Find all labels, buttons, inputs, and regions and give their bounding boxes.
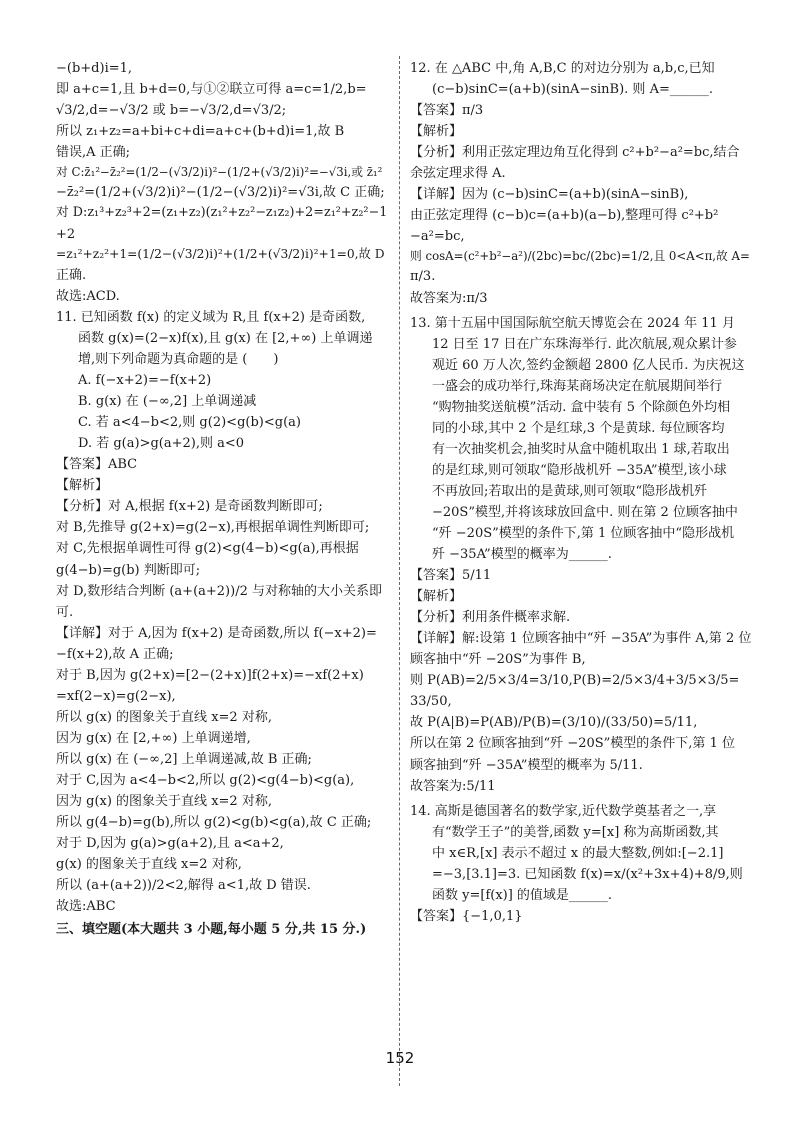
text-line: 【详解】解:设第 1 位顾客抽中“歼 −35A”为事件 A,第 2 位 (410, 631, 752, 647)
answer-label: 【答案】5/11 (410, 568, 492, 584)
text-line: 故选:ABC (56, 899, 116, 915)
text-line: √3/2,d=−√3/2 或 b=−√3/2,d=√3/2; (56, 103, 287, 119)
question-13-stem: 歼 −35A”模型的概率为______. (432, 547, 612, 563)
question-14-stem: =−3,[3.1]=3. 已知函数 f(x)=x/(x²+3x+4)+8/9,则 (432, 866, 743, 882)
text-line: 所以 z₁+z₂=a+bi+c+di=a+c+(b+d)i=1,故 B (56, 124, 345, 140)
question-12-stem: (c−b)sinC=(a+b)(sinA−sinB). 则 A=______. (432, 82, 713, 98)
question-14-stem: 中 x∈R,[x] 表示不超过 x 的最大整数,例如:[−2.1] (432, 845, 724, 861)
text-line: 因为 g(x) 的图象关于直线 x=2 对称, (56, 794, 272, 810)
text-line: g(x) 的图象关于直线 x=2 对称, (56, 857, 242, 873)
left-column (56, 58, 388, 940)
text-line: 对 D,数形结合判断 (a+(a+2))/2 与对称轴的大小关系即 (56, 583, 382, 599)
question-14-stem: 14. 高斯是德国著名的数学家,近代数学奠基者之一,享 (410, 803, 717, 819)
option-d: D. 若 g(a)>g(a+2),则 a<0 (78, 436, 245, 452)
question-11-stem: 函数 g(x)=(2−x)f(x),且 g(x) 在 [2,+∞) 上单调递 (78, 330, 373, 346)
question-13-stem: 的是红球,则可领取“隐形战机歼 −35A”模型,该小球 (432, 462, 727, 478)
text-line: 故答案为:5/11 (410, 778, 496, 794)
question-12-stem: 12. 在 △ABC 中,角 A,B,C 的对边分别为 a,b,c,已知 (410, 61, 715, 76)
text-line: −z̄₂²=(1/2+(√3/2)i)²−(1/2−(√3/2)i)²=√3i,故 C 正确; (56, 185, 385, 201)
option-a: A. f(−x+2)=−f(x+2) (78, 373, 212, 389)
question-13-stem: 13. 第十五届中国国际航空航天博览会在 2024 年 11 月 (410, 315, 735, 331)
text-line: 由正弦定理得 (c−b)c=(a+b)(a−b),整理可得 c²+b² (410, 208, 719, 224)
question-13-stem: 12 日至 17 日在广东珠海举行. 此次航展,观众累计参 (432, 336, 737, 352)
text-line: 故 P(A|B)=P(AB)/P(B)=(3/10)/(33/50)=5/11, (410, 715, 698, 731)
text-line: −f(x+2),故 A 正确; (56, 646, 174, 662)
text-line: 【详解】因为 (c−b)sinC=(a+b)(sinA−sinB), (410, 187, 689, 203)
page-number: 152 (385, 1049, 415, 1067)
text-line: 所以 g(x) 在 (−∞,2] 上单调递减,故 B 正确; (56, 751, 312, 767)
question-11-stem: 11. 已知函数 f(x) 的定义域为 R,且 f(x+2) 是奇函数, (56, 309, 366, 325)
analysis-label: 【解析】 (56, 478, 109, 494)
question-13-stem: 同的小球,其中 2 个是红球,3 个是黄球. 每位顾客均 (432, 420, 725, 436)
analysis-label: 【解析】 (410, 589, 463, 605)
text-line: 所以在第 2 位顾客抽到“歼 −20S”模型的条件下,第 1 位 (410, 736, 735, 752)
question-13-stem: 不再放回;若取出的是黄球,则可领取“隐形战机歼 (432, 483, 708, 499)
text-line: +2 (56, 226, 76, 242)
text-line: 错误,A 正确; (56, 145, 131, 161)
text-line: 所以 g(x) 的图象关于直线 x=2 对称, (56, 709, 272, 725)
text-line: =z₁²+z₂²+1=(1/2−(√3/2)i)²+(1/2+(√3/2)i)²+1=0,故 D (56, 247, 385, 261)
text-line: −(b+d)i=1, (56, 61, 133, 76)
text-line: 【分析】对 A,根据 f(x+2) 是奇函数判断即可; (56, 499, 323, 515)
text-line: 顾客抽到“歼 −35A”模型的概率为 5/11. (410, 757, 643, 773)
text-line: 对 C,先根据单调性可得 g(2)<g(4−b)<g(a),再根据 (56, 541, 359, 557)
text-line: 余弦定理求得 A. (410, 166, 506, 182)
text-line: 【详解】对于 A,因为 f(x+2) 是奇函数,所以 f(−x+2)= (56, 625, 377, 641)
text-line: −a²=bc, (410, 229, 465, 245)
text-line: 则 cosA=(c²+b²−a²)/(2bc)=bc/(2bc)=1/2,且 0<A<π,故 A= (410, 249, 750, 264)
text-line: 所以 g(4−b)=g(b),所以 g(2)<g(b)<g(a),故 C 正确; (56, 815, 372, 831)
text-line: 对于 C,因为 a<4−b<2,所以 g(2)<g(4−b)<g(a), (56, 772, 355, 788)
option-b: B. g(x) 在 (−∞,2] 上单调递减 (78, 394, 257, 410)
text-line: 对 D:z₁³+z₂³+2=(z₁+z₂)(z₁²+z₂²−z₁z₂)+2=z₁²+z₂²−1 (56, 205, 388, 221)
question-11-stem: 增,则下列命题为真命题的是 ( ) (78, 352, 279, 368)
text-line: 顾客抽中“歼 −20S”为事件 B, (410, 652, 586, 668)
question-13-stem: −20S”模型,并将该球放回盒中. 则在第 2 位顾客抽中 (432, 504, 738, 520)
text-line: 可. (56, 604, 74, 620)
text-line: 对 B,先推导 g(2+x)=g(2−x),再根据单调性判断即可; (56, 520, 370, 536)
text-line: 33/50, (410, 694, 452, 710)
answer-label: 【答案】ABC (56, 457, 138, 473)
text-line: 【分析】利用条件概率求解. (410, 610, 571, 626)
text-line: 所以 (a+(a+2))/2<2,解得 a<1,故 D 错误. (56, 878, 311, 894)
question-13-stem: 一盛会的成功举行,珠海某商场决定在航展期间举行 (432, 378, 723, 394)
text-line: 对于 B,因为 g(2+x)=[2−(2+x)]f(2+x)=−xf(2+x) (56, 667, 364, 683)
text-line: =xf(2−x)=g(2−x), (56, 688, 176, 704)
right-column (410, 58, 754, 927)
text-line: 对 C:z̄₁²−z̄₂²=(1/2−(√3/2)i)²−(1/2+(√3/2)i)²=−√3i,或 z̄₁² (56, 165, 383, 180)
question-13-stem: “歼 −20S”模型的条件下,第 1 位顾客抽中“隐形战机 (432, 526, 735, 542)
text-line: 【分析】利用正弦定理边角互化得到 c²+b²−a²=bc,结合 (410, 145, 740, 161)
answer-label: 【答案】π/3 (410, 103, 484, 119)
text-line: g(4−b)=g(b) 判断即可; (56, 562, 201, 578)
question-14-stem: 函数 y=[f(x)] 的值域是______. (432, 887, 613, 903)
analysis-label: 【解析】 (410, 124, 463, 140)
text-line: π/3. (410, 269, 436, 285)
column-divider (399, 56, 400, 1086)
text-line: 因为 g(x) 在 [2,+∞) 上单调递增, (56, 730, 251, 746)
text-line: 故答案为:π/3 (410, 290, 488, 306)
text-line: 则 P(AB)=2/5×3/4=3/10,P(B)=2/5×3/4+3/5×3/5= (410, 673, 740, 689)
text-line: 对于 D,因为 g(a)>g(a+2),且 a<a+2, (56, 836, 284, 852)
question-13-stem: “购物抽奖送航模”活动. 盒中装有 5 个除颜色外均相 (432, 399, 731, 415)
answer-label: 【答案】{−1,0,1} (410, 908, 523, 924)
option-c: C. 若 a<4−b<2,则 g(2)<g(b)<g(a) (78, 415, 301, 431)
text-line: 即 a+c=1,且 b+d=0,与①②联立可得 a=c=1/2,b= (56, 82, 367, 98)
question-13-stem: 观近 60 万人次,签约金额超 2800 亿人民币. 为庆祝这 (432, 357, 745, 373)
section-heading: 三、填空题(本大题共 3 小题,每小题 5 分,共 15 分.) (56, 922, 367, 938)
question-14-stem: 有“数学王子”的美誉,函数 y=[x] 称为高斯函数,其 (432, 824, 719, 840)
text-line: 正确. (56, 267, 87, 283)
text-line: 故选:ACD. (56, 288, 120, 304)
question-13-stem: 有一次抽奖机会,抽奖时从盒中随机取出 1 球,若取出 (432, 441, 730, 457)
